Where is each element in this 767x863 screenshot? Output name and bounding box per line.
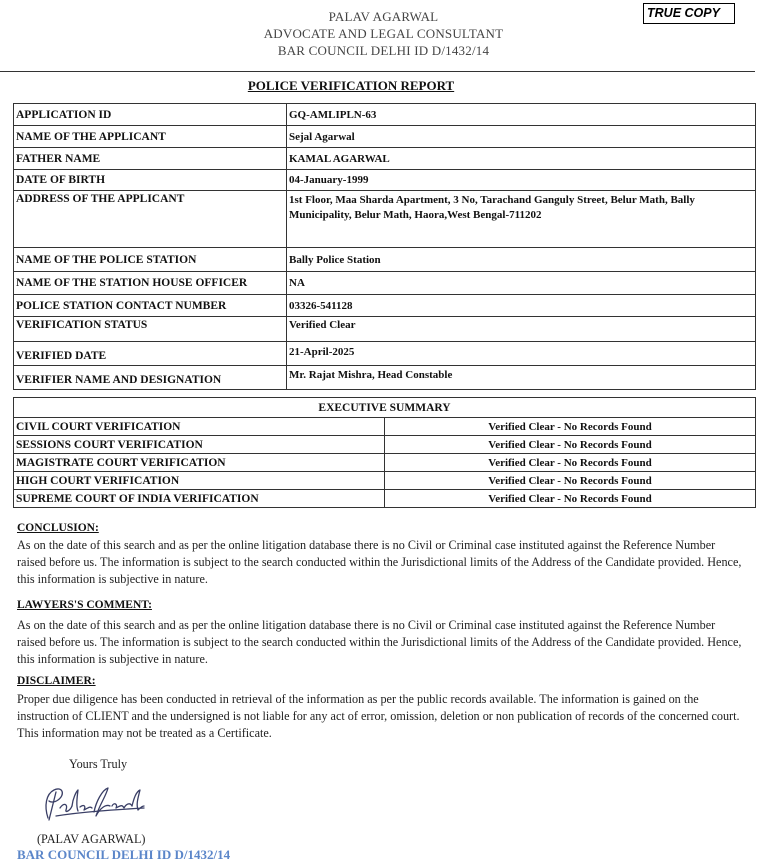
conclusion-label: CONCLUSION: [17, 522, 99, 534]
detail-value: Bally Police Station [287, 248, 756, 272]
advocate-designation: ADVOCATE AND LEGAL CONSULTANT [263, 26, 504, 41]
table-row [14, 418, 756, 436]
detail-label: VERIFIER NAME AND DESIGNATION [14, 366, 287, 390]
disclaimer-label: DISCLAIMER: [17, 675, 96, 687]
bar-council-id: BAR COUNCIL DELHI ID D/1432/14 [277, 43, 490, 58]
footer-bar-council-id: BAR COUNCIL DELHI ID D/1432/14 [17, 847, 231, 862]
table-row [14, 454, 756, 472]
detail-label: VERIFIED DATE [14, 342, 287, 366]
table-row [14, 472, 756, 490]
detail-label: APPLICATION ID [14, 104, 287, 126]
detail-label: NAME OF THE POLICE STATION [14, 248, 287, 272]
table-row [14, 490, 756, 508]
summary-label: MAGISTRATE COURT VERIFICATION [14, 454, 385, 472]
applicant-details-table [13, 103, 756, 390]
report-title: POLICE VERIFICATION REPORT [247, 78, 455, 93]
summary-label: HIGH COURT VERIFICATION [14, 472, 385, 490]
conclusion-text: As on the date of this search and as per the online litigation database there is no Civil or Criminal case instituted against the Reference Number raised before us. The information is subject to the search conducted within the Jurisdictional limits of the Address of the Candidate provided. Hence, this information is subjective in nature. [17, 538, 742, 586]
summary-label: SUPREME COURT OF INDIA VERIFICATION [14, 490, 385, 508]
signatory-name: (PALAV AGARWAL) [37, 832, 146, 846]
summary-value: Verified Clear - No Records Found [385, 490, 756, 508]
detail-value: KAMAL AGARWAL [287, 148, 756, 170]
summary-label: SESSIONS COURT VERIFICATION [14, 436, 385, 454]
table-row [14, 366, 756, 390]
lawyers-comment-text: As on the date of this search and as per the online litigation database there is no Civil or Criminal case instituted against the Reference Number raised before us. The information is subject to the search conducted within the Jurisdictional limits of the Address of the Candidate provided. Hence, this information is subjective in nature. [17, 618, 742, 666]
detail-label: DATE OF BIRTH [14, 170, 287, 191]
detail-value: Verified Clear [287, 317, 756, 342]
table-row [14, 104, 756, 126]
header-divider [0, 71, 755, 72]
detail-label: NAME OF THE STATION HOUSE OFFICER [14, 272, 287, 295]
table-row [14, 191, 756, 248]
handwritten-signature-icon [36, 778, 156, 828]
summary-value: Verified Clear - No Records Found [385, 472, 756, 490]
table-row [14, 272, 756, 295]
table-row [14, 436, 756, 454]
detail-label: NAME OF THE APPLICANT [14, 126, 287, 148]
table-row [14, 342, 756, 366]
true-copy-stamp: TRUE COPY [643, 3, 735, 24]
detail-label: ADDRESS OF THE APPLICANT [14, 191, 287, 248]
detail-value: GQ-AMLIPLN-63 [287, 104, 756, 126]
detail-label: FATHER NAME [14, 148, 287, 170]
table-row [14, 248, 756, 272]
detail-value: NA [287, 272, 756, 295]
detail-value: 04-January-1999 [287, 170, 756, 191]
lawyers-comment-label: LAWYERS'S COMMENT: [17, 599, 152, 611]
table-row [14, 317, 756, 342]
table-row [14, 398, 756, 418]
closing-salutation: Yours Truly [69, 757, 128, 771]
table-row [14, 126, 756, 148]
detail-value: 1st Floor, Maa Sharda Apartment, 3 No, Tarachand Ganguly Street, Belur Math, Bally Municipality, Belur Math, Haora,West Bengal-711202 [287, 191, 756, 248]
summary-value: Verified Clear - No Records Found [385, 436, 756, 454]
disclaimer-text: Proper due diligence has been conducted in retrieval of the information as per the public records available. The information is gained on the instruction of CLIENT and the undersigned is not liable for any act of error, omission, deletion or non publication of records of the concerned court. This information may not be treated as a Certificate. [17, 692, 740, 740]
executive-summary-title: EXECUTIVE SUMMARY [14, 398, 756, 418]
table-row [14, 295, 756, 317]
detail-value: 21-April-2025 [287, 342, 756, 366]
summary-label: CIVIL COURT VERIFICATION [14, 418, 385, 436]
table-row [14, 148, 756, 170]
detail-value: Mr. Rajat Mishra, Head Constable [287, 366, 756, 390]
executive-summary-table [13, 397, 756, 508]
detail-value: 03326-541128 [287, 295, 756, 317]
detail-label: VERIFICATION STATUS [14, 317, 287, 342]
summary-value: Verified Clear - No Records Found [385, 418, 756, 436]
table-row [14, 170, 756, 191]
summary-value: Verified Clear - No Records Found [385, 454, 756, 472]
detail-label: POLICE STATION CONTACT NUMBER [14, 295, 287, 317]
detail-value: Sejal Agarwal [287, 126, 756, 148]
advocate-name: PALAV AGARWAL [328, 9, 439, 24]
